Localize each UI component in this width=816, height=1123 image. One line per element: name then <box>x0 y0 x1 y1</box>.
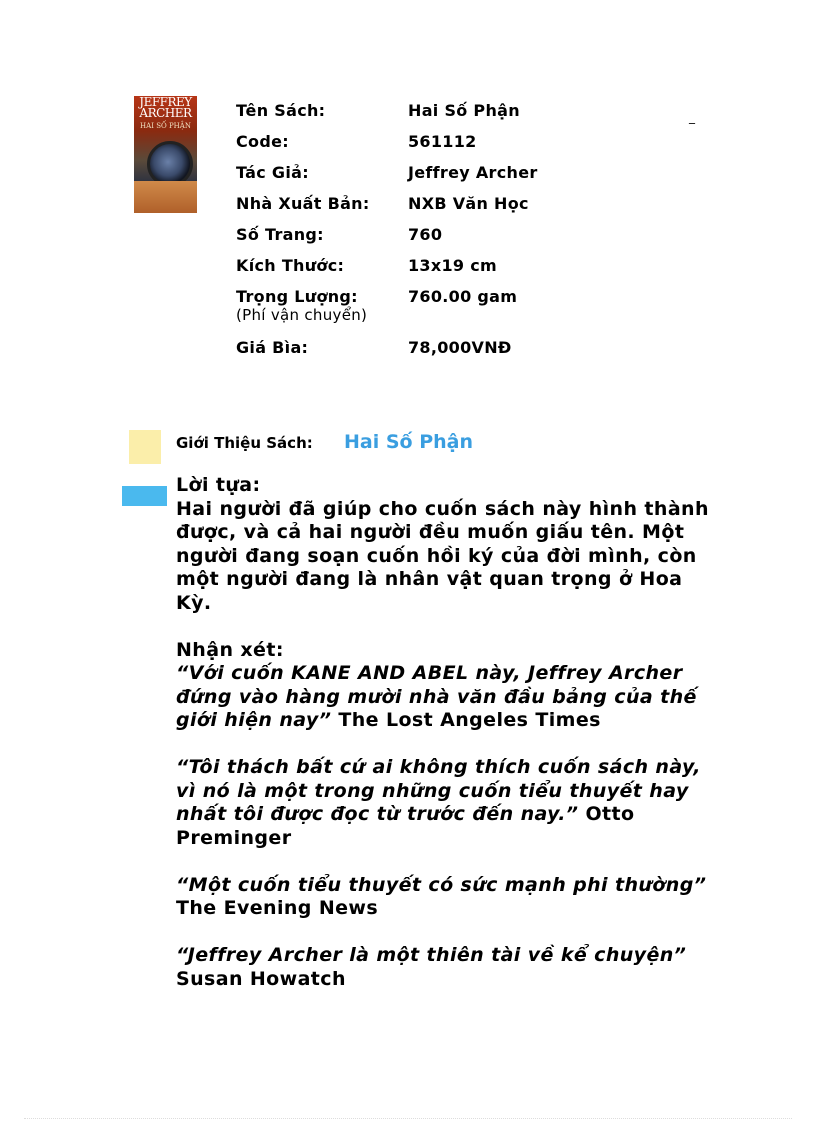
review-quote: “Jeffrey Archer là một thiên tài về kể chuyện” <box>176 944 687 966</box>
intro-label: Giới Thiệu Sách: <box>176 434 313 452</box>
info-value: 78,000VNĐ <box>408 338 512 357</box>
info-label: Code: <box>236 132 289 151</box>
info-value: Jeffrey Archer <box>408 163 538 182</box>
preface-text: Hai người đã giúp cho cuốn sách này hình thành được, và cả hai người đều muốn giấu tên. Một người đang soạn cuốn hồi ký của đời mình, còn một người đang là nhân vật quan trọng ở Hoa Kỳ. <box>176 497 709 614</box>
info-label: Kích Thước: <box>236 256 345 275</box>
review-source: The Lost Angeles Times <box>338 709 601 731</box>
info-value: 13x19 cm <box>408 256 497 275</box>
info-label: Giá Bìa: <box>236 338 309 357</box>
info-label: Nhà Xuất Bản: <box>236 194 370 213</box>
yellow-decoration <box>129 430 161 464</box>
review-item <box>176 944 716 991</box>
review-item <box>176 756 716 850</box>
cover-title: HAI SỐ PHẬN <box>140 122 191 130</box>
info-label: Tên Sách: <box>236 101 326 120</box>
review-quote: “Một cuốn tiểu thuyết có sức mạnh phi thường” <box>176 873 707 896</box>
bottom-divider <box>24 1118 792 1119</box>
preface-heading: Lời tựa: <box>176 474 261 496</box>
info-label: Tác Giả: <box>236 163 309 182</box>
cover-author-line2: ARCHER <box>139 106 192 120</box>
info-label: Trọng Lượng: <box>236 287 358 306</box>
review-source: The Evening News <box>176 897 379 919</box>
hands-image <box>134 181 197 213</box>
info-sublabel: (Phí vận chuyển) <box>236 306 368 324</box>
reviews-heading: Nhận xét: <box>176 638 284 661</box>
review-source: Otto Preminger <box>176 803 635 849</box>
info-value: 760.00 gam <box>408 287 518 306</box>
corner-mark: _ <box>689 110 695 124</box>
cover-author <box>134 97 197 119</box>
blue-decoration <box>122 486 167 506</box>
book-cover <box>134 96 197 213</box>
intro-title: Hai Số Phận <box>344 431 474 453</box>
info-value: NXB Văn Học <box>408 194 529 213</box>
review-source: Susan Howatch <box>176 967 346 990</box>
cover-author-line1: JEFFREY <box>139 96 192 109</box>
info-label: Số Trang: <box>236 225 324 244</box>
info-value: 760 <box>408 225 443 244</box>
info-value: Hai Số Phận <box>408 101 520 120</box>
review-quote: “Với cuốn KANE AND ABEL này, Jeffrey Archer đứng vào hàng mười nhà văn đầu bảng của thế giới hiện nay” <box>176 662 697 731</box>
review-item <box>176 874 716 921</box>
review-item <box>176 662 716 733</box>
review-quote: “Tôi thách bất cứ ai không thích cuốn sách này, vì nó là một trong những cuốn tiểu thuyết hay nhất tôi được đọc từ trước đến nay.” <box>176 756 701 825</box>
info-value: 561112 <box>408 132 477 151</box>
book-description <box>176 474 716 991</box>
